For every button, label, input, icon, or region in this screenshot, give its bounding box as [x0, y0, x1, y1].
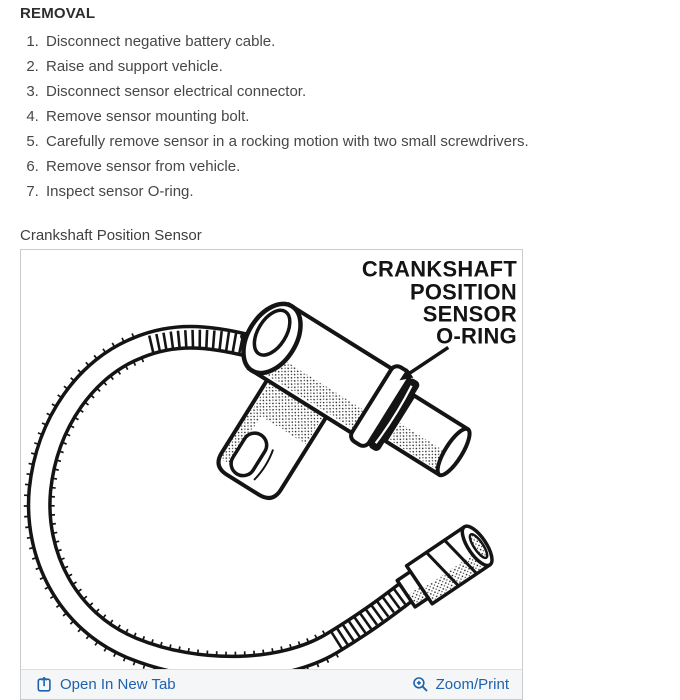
open-in-new-tab-icon [36, 676, 53, 693]
diagram-label-line: O-RING [436, 323, 518, 349]
open-in-new-tab-label: Open In New Tab [60, 676, 176, 693]
removal-step: 4. Remove sensor mounting bolt. [43, 104, 680, 129]
diagram-label-line: SENSOR [422, 301, 518, 327]
removal-step: 1. Disconnect negative battery cable. [43, 29, 680, 54]
figure-toolbar [21, 669, 522, 699]
zoom-print-link[interactable] [412, 676, 509, 693]
removal-step: 2. Raise and support vehicle. [43, 54, 680, 79]
removal-steps-list [20, 29, 680, 204]
diagram-label-line: CRANKSHAFT [361, 256, 518, 282]
figure-caption: Crankshaft Position Sensor [20, 227, 202, 244]
sensor-figure-frame [20, 249, 523, 700]
diagram-label-line: POSITION [409, 279, 518, 305]
removal-step: 3. Disconnect sensor electrical connector. [43, 79, 680, 104]
removal-heading: REMOVAL [20, 5, 96, 22]
crankshaft-sensor-diagram [21, 250, 522, 669]
removal-step: 7. Inspect sensor O-ring. [43, 179, 680, 204]
zoom-print-label: Zoom/Print [435, 676, 509, 693]
removal-step: 5. Carefully remove sensor in a rocking motion with two small screwdrivers. [43, 129, 680, 154]
removal-step: 6. Remove sensor from vehicle. [43, 154, 680, 179]
zoom-in-icon [412, 676, 429, 693]
open-in-new-tab-link[interactable] [36, 676, 176, 693]
sensor-figure-canvas[interactable] [21, 250, 522, 669]
